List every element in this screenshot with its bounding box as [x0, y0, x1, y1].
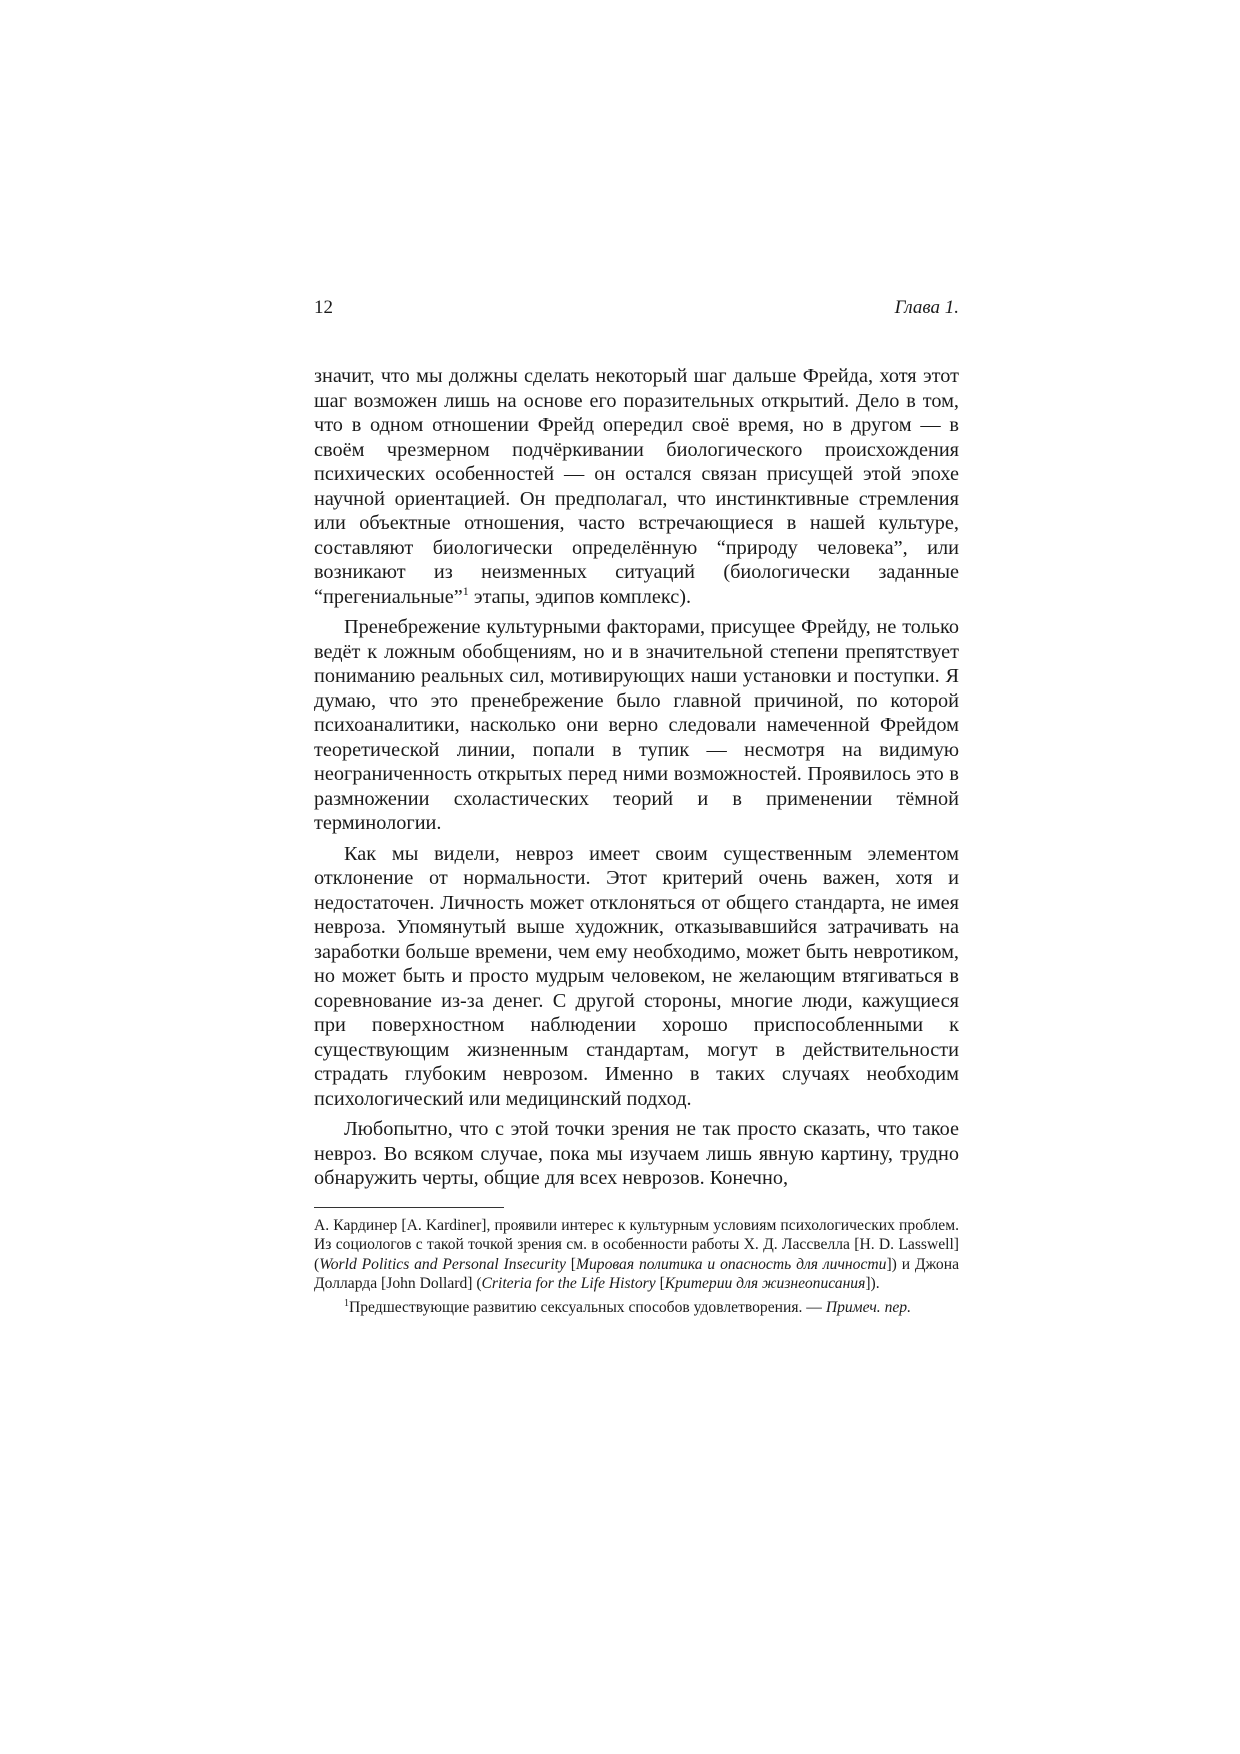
- footnotes: [314, 1216, 959, 1318]
- footnote-1-text: Предшествующие развитию сексуальных способов удовлетворения. —: [349, 1298, 826, 1316]
- page: [314, 296, 959, 1321]
- page-number: 12: [314, 297, 333, 318]
- footnote-1-note: Примеч. пер.: [825, 1298, 911, 1316]
- body-text: [314, 364, 959, 1191]
- paragraph-3: Как мы видели, невроз имеет своим существенным элементом отклонение от нормальности. Этот критерий очень важен, хотя и недостаточен. Личность может отклоняться от общего стандарта, не имея невроза. Упомянутый выше художник, отказывавшийся затрачивать на заработки больше времени, чем ему необходимо, может быть невротиком, но может быть и просто мудрым человеком, не желающим втягиваться в соревнование из-за денег. С другой стороны, многие люди, кажущиеся при поверхностном наблюдении хорошо приспособленными к существующим жизненным стандартам, могут в действительности страдать глубоким неврозом. Именно в таких случаях необходим психологический или медицинский подход.: [314, 842, 959, 1110]
- fn-cont-title-3: Criteria for the Life History: [481, 1275, 656, 1292]
- footnote-1-mark: 1: [344, 1297, 349, 1309]
- paragraph-1-end: этапы, эдипов комплекс).: [468, 585, 692, 608]
- fn-cont-title-1: World Politics and Personal Insecurity: [319, 1255, 566, 1273]
- fn-cont-c: ]) и Джона Долларда [John Dollard] (: [314, 1255, 959, 1292]
- fn-cont-d: [: [655, 1275, 665, 1292]
- fn-cont-title-4: Критерии для жизнеописания: [664, 1275, 866, 1292]
- fn-cont-a: А. Кардинер [A. Kardiner], проявили интерес к культурным условиям психологических проблем. Из социологов с такой точкой зрения см. в особенности работы Х. Д. Лассвелла [H. D. Lasswell] (: [314, 1216, 959, 1273]
- fn-cont-title-2: Мировая политика и опасность для личности: [576, 1255, 887, 1273]
- paragraph-4: Любопытно, что с этой точки зрения не так просто сказать, что такое невроз. Во всяком случае, пока мы изучаем лишь явную картину, трудно обнаружить черты, общие для всех неврозов. Конечно,: [314, 1118, 959, 1189]
- fn-cont-e: ]).: [865, 1275, 880, 1292]
- paragraph-1-text: значит, что мы должны сделать некоторый шаг дальше Фрейда, хотя этот шаг возможен лишь на основе его поразительных открытий. Дело в том, что в одном отношении Фрейд опередил своё время, но в другом — в своём чрезмерном подчёркивании биологического происхождения психических особенностей — он остался связан присущей этой эпохе научной ориентацией. Он предполагал, что инстинктивные стремления или объектные отношения, часто встречающиеся в нашей культуре, составляют биологически определённую “природу человека”, или возникают из неизменных ситуаций (биологически заданные “прегениальные”: [314, 365, 959, 608]
- footnote-divider: [314, 1207, 504, 1208]
- footnote-1: [314, 1298, 959, 1318]
- chapter-title: Глава 1.: [894, 297, 959, 318]
- running-head: [314, 296, 959, 320]
- fn-cont-b: [: [565, 1255, 577, 1273]
- paragraph-2: Пренебрежение культурными факторами, присущее Фрейду, не только ведёт к ложным обобщениям, но и в значительной степени препятствует пониманию реальных сил, мотивирующих наши установки и поступки. Я думаю, что это пренебрежение было главной причиной, по которой психоаналитики, насколько они верно следовали намеченной Фрейдом теоретической линии, попали в тупик — несмотря на видимую неограниченность открытых перед ними возможностей. Проявилось это в размножении схоластических теорий и в применении тёмной терминологии.: [314, 616, 959, 834]
- paragraph-1: [314, 364, 959, 609]
- footnote-continued: [314, 1216, 959, 1294]
- footnote-ref-1[interactable]: 1: [462, 583, 469, 598]
